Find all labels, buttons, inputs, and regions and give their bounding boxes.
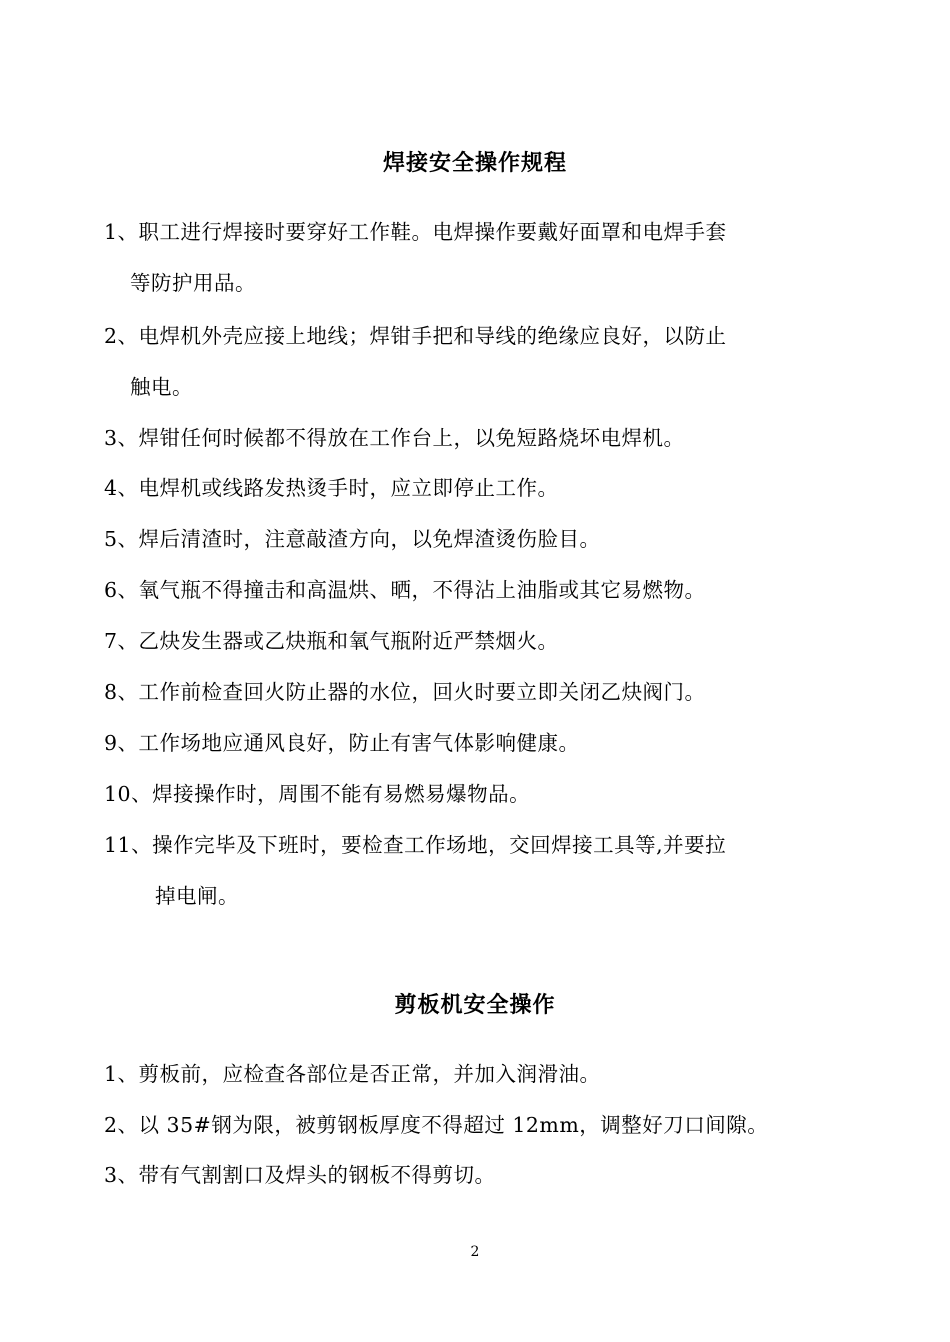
section-title-shearing: 剪板机安全操作	[394, 992, 556, 1018]
list-item-1: 1、剪板前，应检查各部位是否正常，并加入润滑油。	[104, 1062, 601, 1086]
page-number: 2	[470, 1244, 480, 1260]
list-item-11-line-2: 掉电闸。	[155, 884, 239, 908]
list-item-4: 4、电焊机或线路发热烫手时，应立即停止工作。	[104, 476, 559, 500]
list-item-7: 7、乙炔发生器或乙炔瓶和氧气瓶附近严禁烟火。	[104, 629, 559, 653]
list-item-9: 9、工作场地应通风良好，防止有害气体影响健康。	[104, 731, 580, 755]
list-item-3: 3、带有气割割口及焊头的钢板不得剪切。	[104, 1163, 496, 1187]
list-item-8: 8、工作前检查回火防止器的水位，回火时要立即关闭乙炔阀门。	[104, 680, 706, 704]
list-item-2-line-2: 触电。	[130, 375, 193, 399]
list-item-5: 5、焊后清渣时，注意敲渣方向，以免焊渣烫伤脸目。	[104, 527, 601, 551]
list-item-11-line-1: 11、操作完毕及下班时，要检查工作场地，交回焊接工具等,并要拉	[104, 833, 727, 857]
list-item-3: 3、焊钳任何时候都不得放在工作台上，以免短路烧坏电焊机。	[104, 426, 685, 450]
list-item-10: 10、焊接操作时，周围不能有易燃易爆物品。	[104, 782, 531, 806]
list-item-1-line-1: 1、职工进行焊接时要穿好工作鞋。电焊操作要戴好面罩和电焊手套	[104, 220, 727, 244]
list-item-2-line-1: 2、电焊机外壳应接上地线；焊钳手把和导线的绝缘应良好，以防止	[104, 324, 727, 348]
list-item-6: 6、氧气瓶不得撞击和高温烘、晒，不得沾上油脂或其它易燃物。	[104, 578, 706, 602]
list-item-1-line-2: 等防护用品。	[130, 271, 256, 295]
list-item-2: 2、以 35#钢为限，被剪钢板厚度不得超过 12mm，调整好刀口间隙。	[104, 1113, 769, 1137]
section-title-welding: 焊接安全操作规程	[382, 150, 567, 176]
